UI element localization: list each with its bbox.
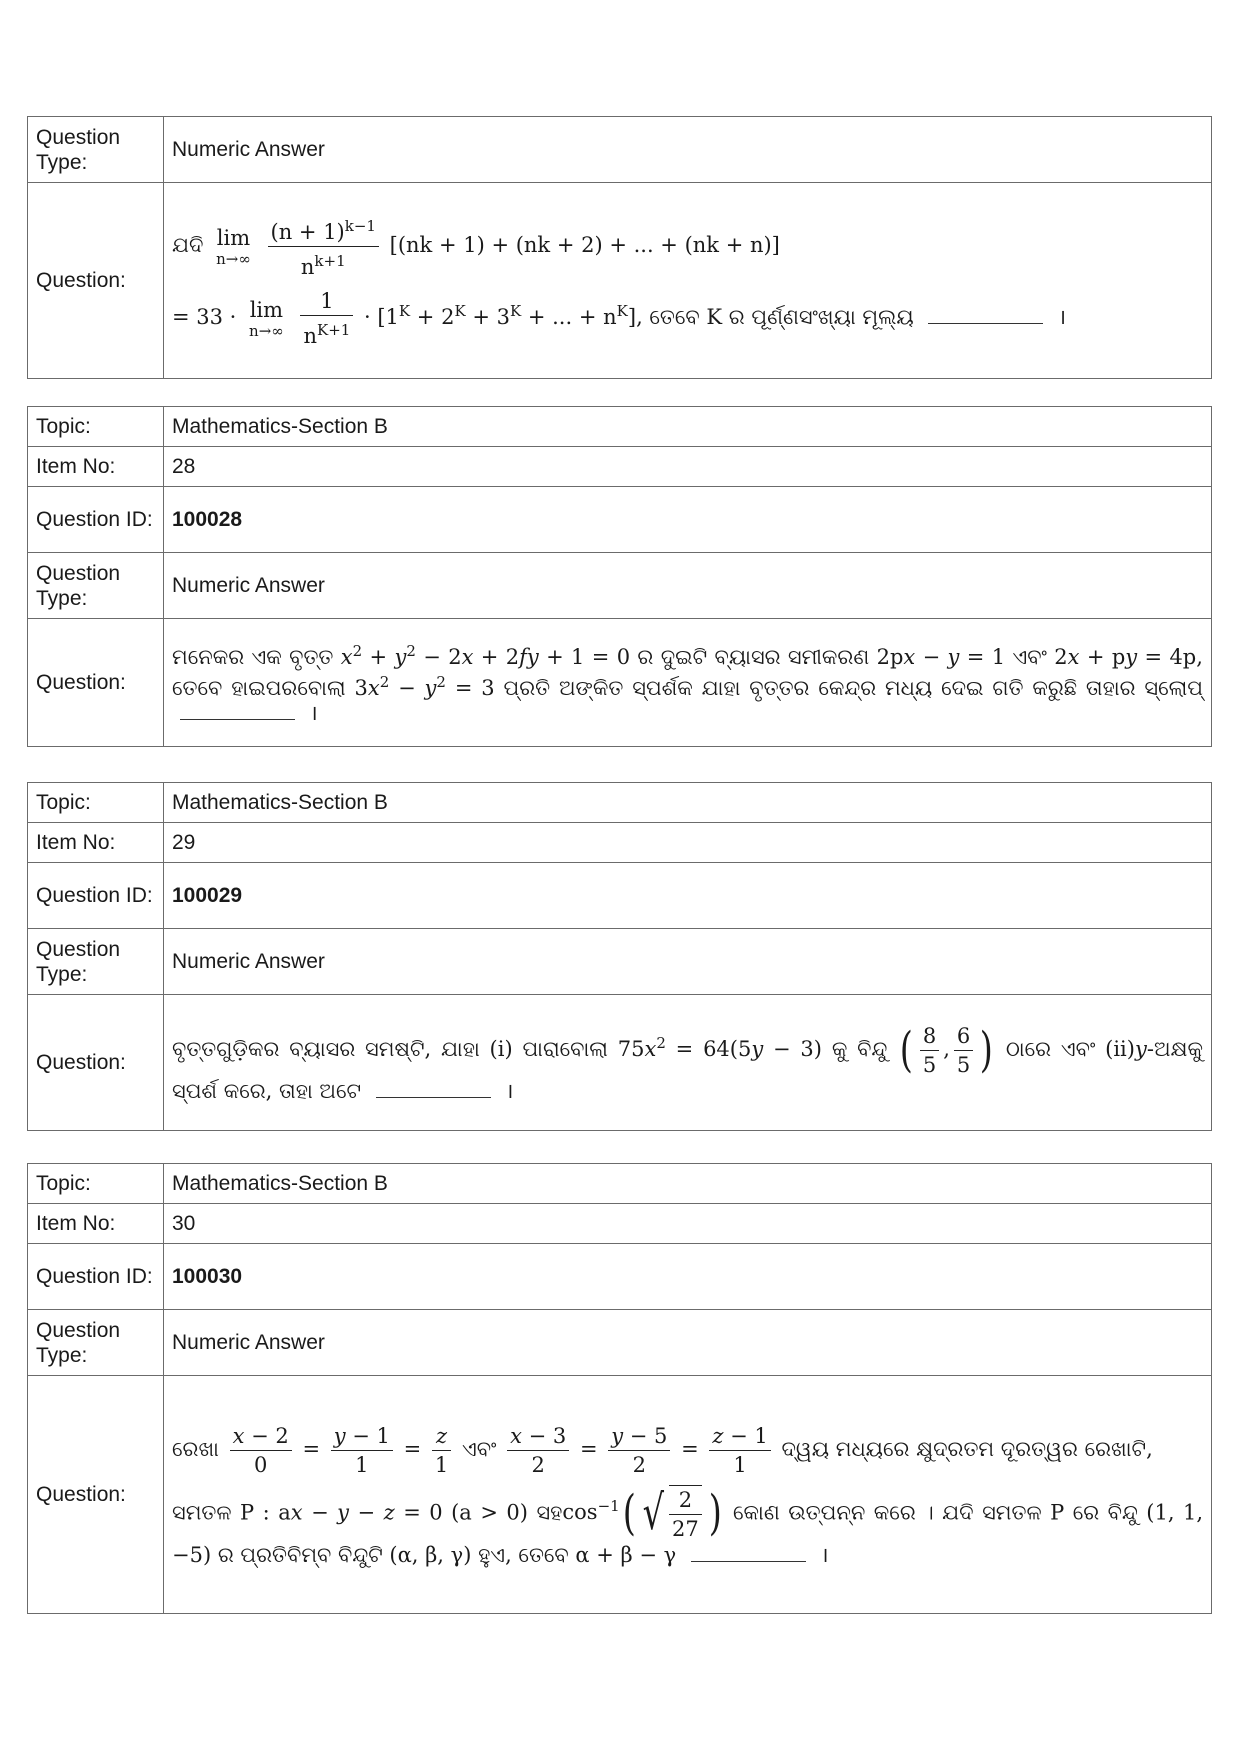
question-id-value: 100029	[164, 863, 1212, 929]
topic-value: Mathematics-Section B	[164, 1164, 1212, 1204]
item-no-value: 29	[164, 823, 1212, 863]
math-expression: $3x^2 - y^2 = 3$	[354, 673, 495, 700]
question-end: ।	[505, 1078, 514, 1103]
row-item-no	[28, 447, 1212, 487]
question-text-part: ସହ	[536, 1500, 563, 1524]
topic-value: Mathematics-Section B	[164, 407, 1212, 447]
item-no-label: Item No:	[28, 823, 164, 863]
item-no-label: Item No:	[28, 447, 164, 487]
question-text-part: ବୃତ୍ତଗୁଡ଼ିକର ବ୍ୟାସର ସମଷ୍ଟି, ଯାହା (i) ପାରାବୋଲା	[172, 1036, 608, 1061]
row-question-type	[28, 1310, 1212, 1376]
question-table-29	[27, 782, 1212, 1131]
question-text-part: -ଅକ୍ଷକୁ ସ୍ପର୍ଶ କରେ, ତାହା ଅଟେ	[172, 1036, 1203, 1103]
math-expression: $75x^2 = 64(5y - 3)$	[617, 1033, 822, 1061]
math-expression: $\frac{x - 3}{2}$ = $\frac{y - 5}{2}$ = $\frac{z - 1}{1}$	[503, 1437, 781, 1461]
answer-blank	[691, 1543, 806, 1562]
question-type-label: Question Type:	[28, 929, 164, 995]
row-item-no	[28, 823, 1212, 863]
item-no-value: 30	[164, 1204, 1212, 1244]
topic-label: Topic:	[28, 783, 164, 823]
question-text	[164, 995, 1212, 1131]
math-expression: = 33 · lim n→∞ $\frac{1}{n^{K+1}}$ · [$1^K + 2^K + 3^K$ + ... + $n^K$]	[172, 288, 637, 348]
topic-label: Topic:	[28, 407, 164, 447]
question-id-value: 100030	[164, 1244, 1212, 1310]
row-question	[28, 183, 1212, 379]
item-no-label: Item No:	[28, 1204, 164, 1244]
question-text-part: ର ଦୁଇଟି ବ୍ୟାସର ସମୀକରଣ	[637, 645, 870, 669]
row-question	[28, 619, 1212, 747]
question-text-part: କୁ ବିନ୍ଦୁ	[831, 1036, 888, 1061]
question-text-part: ସମତଳ	[172, 1500, 232, 1524]
question-table-30	[27, 1163, 1212, 1614]
question-text	[164, 1376, 1212, 1614]
question-id-label: Question ID:	[28, 863, 164, 929]
question-id-label: Question ID:	[28, 487, 164, 553]
math-expression: lim n→∞ $\frac{(n + 1)^{k-1}}{n^{k+1}}$ [(nk + 1) + (nk + 2) + ... + (nk + n)]	[210, 233, 780, 257]
question-id-label: Question ID:	[28, 1244, 164, 1310]
answer-blank	[180, 701, 295, 720]
row-question-id	[28, 1244, 1212, 1310]
question-label: Question:	[28, 995, 164, 1131]
math-expression: $\frac{x - 2}{0}$ = $\frac{y - 1}{1}$ = $\frac{z}{1}$	[226, 1437, 462, 1461]
row-question	[28, 995, 1212, 1131]
math-expression: 2px − y = 1	[876, 645, 1006, 669]
question-table-28	[27, 406, 1212, 747]
math-expression: ( $\frac{8}{5}$ , $\frac{6}{5}$ )	[899, 1021, 994, 1078]
item-no-value: 28	[164, 447, 1212, 487]
question-label: Question:	[28, 1376, 164, 1614]
answer-blank	[376, 1079, 491, 1098]
answer-blank	[928, 305, 1043, 324]
topic-value: Mathematics-Section B	[164, 783, 1212, 823]
question-id-value: 100028	[164, 487, 1212, 553]
question-end: ।	[309, 701, 318, 725]
question-label: Question:	[28, 619, 164, 747]
question-text-part: ଯଦି	[172, 232, 204, 257]
row-question-type	[28, 553, 1212, 619]
row-item-no	[28, 1204, 1212, 1244]
question-text-part: ରେଖା	[172, 1436, 219, 1461]
question-text-part: , ତେବେ K ର ପୂର୍ଣ୍ଣସଂଖ୍ୟା ମୂଲ୍ୟ	[636, 304, 914, 329]
row-question-type	[28, 117, 1212, 183]
question-text-part: ଏବଂ	[1012, 645, 1047, 669]
math-expression: $x^2 + y^2 - 2x + 2fy + 1 = 0$	[340, 642, 631, 669]
question-text-part: ମନେକର ଏକ ବୃତ୍ତ	[172, 645, 334, 669]
row-question-type	[28, 929, 1212, 995]
question-end: ।	[820, 1542, 829, 1567]
question-text-part: ଦ୍ୱୟ ମଧ୍ୟରେ କ୍ଷୁଦ୍ରତମ ଦୂରତ୍ୱର ରେଖାଟି,	[781, 1436, 1153, 1461]
question-text-part: ତେବେ ହାଇପରବୋଲା	[172, 676, 346, 700]
row-topic	[28, 783, 1212, 823]
question-text	[164, 619, 1212, 747]
question-text	[164, 183, 1212, 379]
row-question-id	[28, 487, 1212, 553]
question-type-value: Numeric Answer	[164, 929, 1212, 995]
math-expression: P : ax − y − z = 0 (a > 0)	[240, 1500, 528, 1524]
question-label: Question:	[28, 183, 164, 379]
question-type-value: Numeric Answer	[164, 117, 1212, 183]
question-type-label: Question Type:	[28, 117, 164, 183]
question-type-value: Numeric Answer	[164, 553, 1212, 619]
question-type-label: Question Type:	[28, 1310, 164, 1376]
math-expression: 2x + py = 4p,	[1054, 645, 1203, 669]
row-question	[28, 1376, 1212, 1614]
question-table-partial	[27, 116, 1212, 379]
question-text-part: କୋଣ ଉତ୍ପନ୍ନ କରେ । ଯଦି ସମତଳ P ରେ ବିନ୍ଦୁ (1, 1, −5) ର ପ୍ରତିବିମ୍ବ ବିନ୍ଦୁଟି (α, β, γ) ହୁଏ, ତେବେ α + β − γ	[172, 1500, 1204, 1567]
row-topic	[28, 407, 1212, 447]
question-type-value: Numeric Answer	[164, 1310, 1212, 1376]
question-end: ।	[1058, 304, 1067, 329]
question-type-label: Question Type:	[28, 553, 164, 619]
question-text-part: ଏବଂ	[461, 1436, 497, 1461]
math-variable: y	[1134, 1036, 1147, 1061]
row-topic	[28, 1164, 1212, 1204]
topic-label: Topic:	[28, 1164, 164, 1204]
question-text-part: ଠାରେ ଏବଂ (ii)	[1005, 1036, 1135, 1061]
row-question-id	[28, 863, 1212, 929]
math-expression: $\cos^{-1}$( √ $\frac{2}{27}$ )	[562, 1485, 722, 1541]
question-text-part: ପ୍ରତି ଅଙ୍କିତ ସ୍ପର୍ଶକ ଯାହା ବୃତ୍ତର କେନ୍ଦ୍ର ମଧ୍ୟ ଦେଇ ଗତି କରୁଛି ତାହାର ସ୍ଲୋପ୍	[503, 676, 1203, 700]
